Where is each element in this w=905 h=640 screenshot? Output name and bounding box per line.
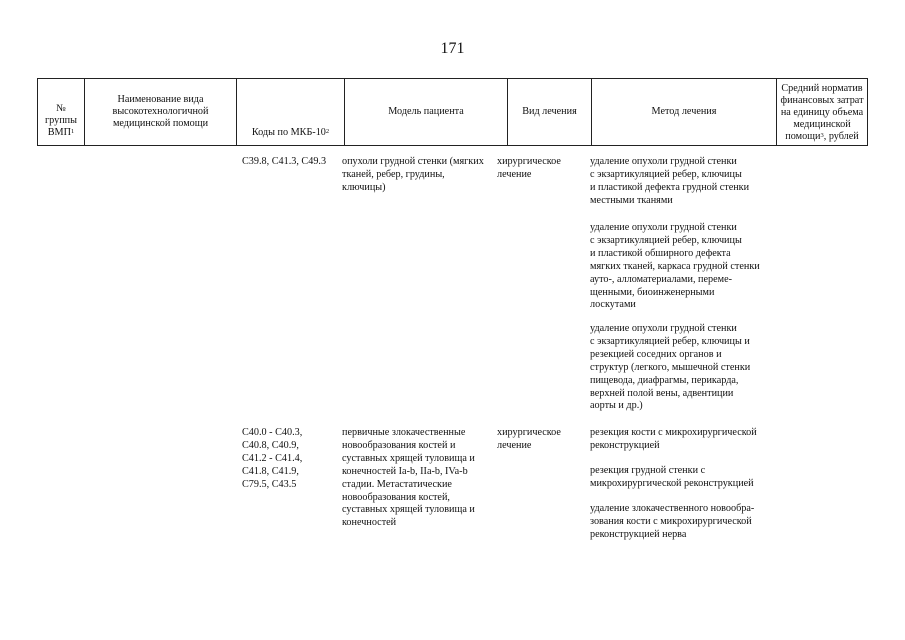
row-2-method-2: резекция грудной стенки с микрохирургической реконструкцией (590, 465, 754, 489)
row-1-method-2: удаление опухоли грудной стенки с экзартикуляцией ребер, ключицы и пластикой обширного дефекта мягких тканей, каркаса грудной стенки ауто-, алломатериалами, переме- щенными, биоинженерными лоскутами (590, 222, 760, 311)
row-2-patient-model: первичные злокачественные новообразования костей и суставных хрящей туловища и конечностей Ia-b, IIa-b, IVa-b стадии. Метастатические новообразования костей, суставных хрящей туловища и конечностей (342, 427, 475, 529)
row-2-treatment-type: хирургическое лечение (497, 427, 561, 451)
row-2-method-3: удаление злокачественного новообра- зования кости с микрохирургической реконструкцией нерва (590, 503, 755, 540)
row-1-patient-model: опухоли грудной стенки (мягких тканей, ребер, грудины, ключицы) (342, 156, 484, 193)
header-treatment-method: Метод лечения (592, 79, 777, 146)
table-header (37, 78, 868, 146)
header-treatment-type: Вид лечения (508, 79, 592, 146)
row-1-method-1: удаление опухоли грудной стенки с экзартикуляцией ребер, ключицы и пластикой дефекта грудной стенки местными тканями (590, 156, 750, 206)
header-icd-codes: Коды по МКБ-$10^2$ (237, 79, 345, 146)
header-care-type-name: Наименование вида высокотехнологичной медицинской помощи (85, 79, 237, 146)
header-cost-standard: Средний норматив финансовых затрат на единицу объема медицинской помощи$^3$, рублей (777, 79, 868, 146)
row-1-method-3: удаление опухоли грудной стенки с экзартикуляцией ребер, ключицы и резекцией соседних органов и структур (легкого, мышечной стенки пищевода, диафрагмы, перикарда, верхней полой вены, адвентиции аорты и др.) (590, 323, 751, 412)
header-patient-model: Модель пациента (345, 79, 508, 146)
row-1-treatment-type: хирургическое лечение (497, 156, 561, 180)
header-group-number: № группы ВМП$^1$ (38, 79, 85, 146)
page-number: 171 (440, 40, 465, 57)
row-1-codes: C39.8, C41.3, C49.3 (242, 156, 327, 167)
row-2-method-1: резекция кости с микрохирургической реконструкцией (590, 427, 757, 451)
row-2-codes: C40.0 - C40.3, C40.8, C40.9, C41.2 - C41.4, C41.8, C41.9, C79.5, C43.5 (242, 427, 303, 490)
